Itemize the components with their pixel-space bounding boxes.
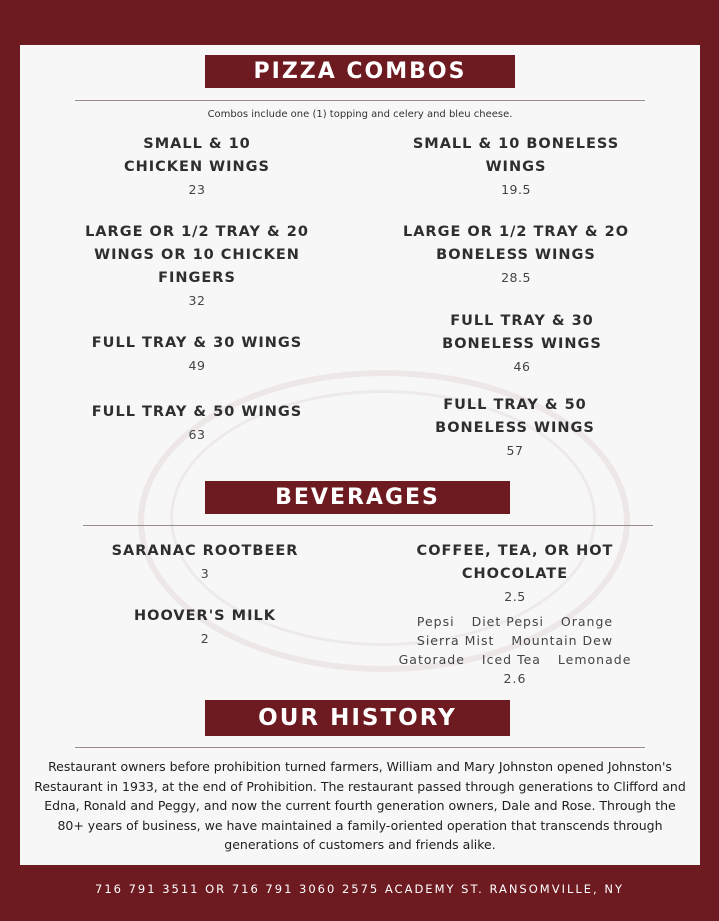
- beverage-item-price: 3: [200, 566, 210, 581]
- combo-item-name: FULL TRAY & 30 BONELESS WINGS: [442, 313, 602, 352]
- combo-item-name: FULL TRAY & 50 WINGS: [91, 404, 303, 420]
- soda-name: Iced Tea: [481, 652, 541, 667]
- soda-row: [380, 631, 650, 650]
- soda-name: Diet Pepsi: [471, 614, 544, 629]
- combo-item: [391, 133, 641, 197]
- history-divider: [75, 747, 645, 748]
- beverage-item-name: HOOVER'S MILK: [134, 608, 276, 624]
- history-banner: OUR HISTORY: [205, 700, 510, 736]
- soda-name: Pepsi: [416, 614, 455, 629]
- contact-footer: 716 791 3511 OR 716 791 3060 2575 ACADEMY ST. RANSOMVILLE, NY: [95, 882, 624, 896]
- combo-item-name: FULL TRAY & 30 WINGS: [91, 335, 303, 351]
- combo-item: [397, 310, 647, 374]
- history-text: Restaurant owners before prohibition turned farmers, William and Mary Johnston opened Johnston's Restaurant in 1933, at the end of Prohibition. The restaurant passed through generations to Clifford and Edna, Ronald and Peggy, and now the current fourth generation owners, Dale and Rose. Through the 80+ years of business, we have maintained a family-oriented operation that transcends through generations of customers and friends alike.: [34, 759, 686, 852]
- combo-item: [72, 401, 322, 442]
- soda-row: [380, 612, 650, 631]
- soda-price: 2.6: [503, 671, 527, 686]
- combos-note: Combos include one (1) topping and celery and bleu cheese.: [207, 109, 513, 120]
- soda-row: [380, 650, 650, 669]
- beverage-item-name: SARANAC ROOTBEER: [111, 543, 299, 559]
- combo-item: [72, 332, 322, 373]
- combo-item: [72, 221, 322, 308]
- beverage-item: [390, 540, 640, 604]
- combo-item-name: SMALL & 10 BONELESS WINGS: [412, 136, 620, 175]
- combo-item-price: 46: [513, 359, 531, 374]
- soda-name: Gatorade: [398, 652, 465, 667]
- beverage-item: [80, 540, 330, 581]
- combo-item-price: 57: [506, 443, 524, 458]
- combo-item-price: 63: [188, 427, 206, 442]
- soda-name: Lemonade: [557, 652, 632, 667]
- beverage-item: [80, 605, 330, 646]
- combo-item-name: FULL TRAY & 50 BONELESS WINGS: [435, 397, 595, 436]
- soda-name: Orange: [560, 614, 614, 629]
- beverages-divider: [83, 525, 653, 526]
- beverage-item-name: COFFEE, TEA, OR HOT CHOCOLATE: [416, 543, 614, 582]
- combo-item-name: SMALL & 10 CHICKEN WINGS: [123, 136, 270, 175]
- combo-item: [72, 133, 322, 197]
- combo-item-price: 28.5: [501, 270, 531, 285]
- soda-name: Mountain Dew: [511, 633, 614, 648]
- combo-item: [390, 394, 640, 458]
- combo-item: [391, 221, 641, 285]
- combo-item-price: 19.5: [501, 182, 531, 197]
- combo-item-price: 49: [188, 358, 206, 373]
- beverage-item-price: 2: [200, 631, 210, 646]
- soda-list: [380, 612, 650, 688]
- pizza-combos-divider: [75, 100, 645, 101]
- menu-page: [20, 45, 700, 865]
- beverage-item-price: 2.5: [504, 589, 526, 604]
- soda-name: Sierra Mist: [416, 633, 495, 648]
- combo-item-name: LARGE OR 1/2 TRAY & 2O BONELESS WINGS: [402, 224, 630, 263]
- combo-item-price: 32: [188, 293, 206, 308]
- pizza-combos-banner: PIZZA COMBOS: [205, 55, 515, 88]
- combo-item-price: 23: [188, 182, 206, 197]
- combo-item-name: LARGE OR 1/2 TRAY & 20 WINGS OR 10 CHICKEN FINGERS: [85, 224, 309, 286]
- beverages-banner: BEVERAGES: [205, 481, 510, 514]
